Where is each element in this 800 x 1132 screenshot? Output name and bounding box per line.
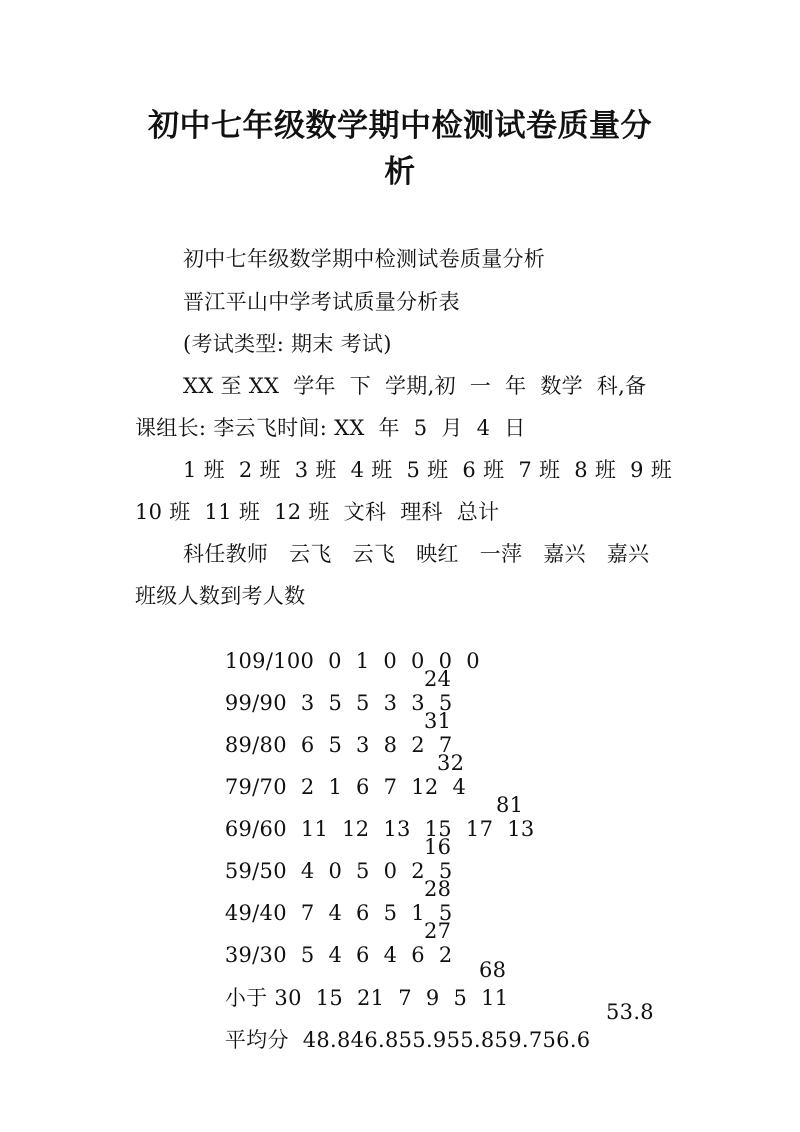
school-table-name: 晋江平山中学考试质量分析表 bbox=[183, 290, 460, 314]
score-row-total: 31 bbox=[424, 709, 452, 733]
score-row-values: 39/30 5 4 6 4 6 2 bbox=[224, 943, 453, 967]
score-row-values: 69/60 11 12 13 15 17 13 bbox=[224, 817, 535, 841]
score-row-total: 68 bbox=[479, 958, 507, 982]
score-row-values: 89/80 6 5 3 8 2 7 bbox=[224, 733, 453, 757]
classes-line-1: 1 班 2 班 3 班 4 班 5 班 6 班 7 班 8 班 9 班 bbox=[183, 458, 673, 482]
score-row-total: 16 bbox=[424, 835, 452, 859]
exam-type: (考试类型: 期末 考试) bbox=[183, 332, 392, 356]
document-title-line-2: 析 bbox=[384, 154, 416, 190]
score-row-total: 81 bbox=[496, 793, 524, 817]
score-row-total: 27 bbox=[424, 919, 452, 943]
score-row-total: 28 bbox=[424, 877, 452, 901]
score-row-total: 53.8 bbox=[606, 1000, 654, 1024]
classes-line-2: 10 班 11 班 12 班 文科 理科 总计 bbox=[135, 500, 500, 524]
score-row-total: 32 bbox=[437, 751, 465, 775]
score-row-values: 平均分 48.846.855.955.859.756.6 bbox=[224, 1028, 591, 1052]
score-row-values: 59/50 4 0 5 0 2 5 bbox=[224, 859, 453, 883]
score-row-values: 49/40 7 4 6 5 1 5 bbox=[224, 901, 453, 925]
score-row-values: 小于 30 15 21 7 9 5 11 bbox=[224, 986, 509, 1010]
score-row-values: 109/100 0 1 0 0 0 0 bbox=[224, 649, 480, 673]
teachers-line-2: 班级人数到考人数 bbox=[135, 584, 306, 608]
term-line-2: 课组长: 李云飞时间: XX 年 5 月 4 日 bbox=[135, 416, 526, 440]
subtitle: 初中七年级数学期中检测试卷质量分析 bbox=[183, 247, 546, 271]
document-title-line-1: 初中七年级数学期中检测试卷质量分 bbox=[148, 108, 652, 144]
score-row bbox=[183, 1000, 590, 1078]
score-row-values: 99/90 3 5 5 3 3 5 bbox=[224, 691, 453, 715]
term-line-1: XX 至 XX 学年 下 学期,初 一 年 数学 科,备 bbox=[183, 374, 647, 398]
score-row-values: 79/70 2 1 6 7 12 4 bbox=[224, 775, 467, 799]
teachers-line-1: 科任教师 云飞 云飞 映红 一萍 嘉兴 嘉兴 bbox=[183, 542, 650, 566]
score-row-total: 24 bbox=[424, 667, 452, 691]
